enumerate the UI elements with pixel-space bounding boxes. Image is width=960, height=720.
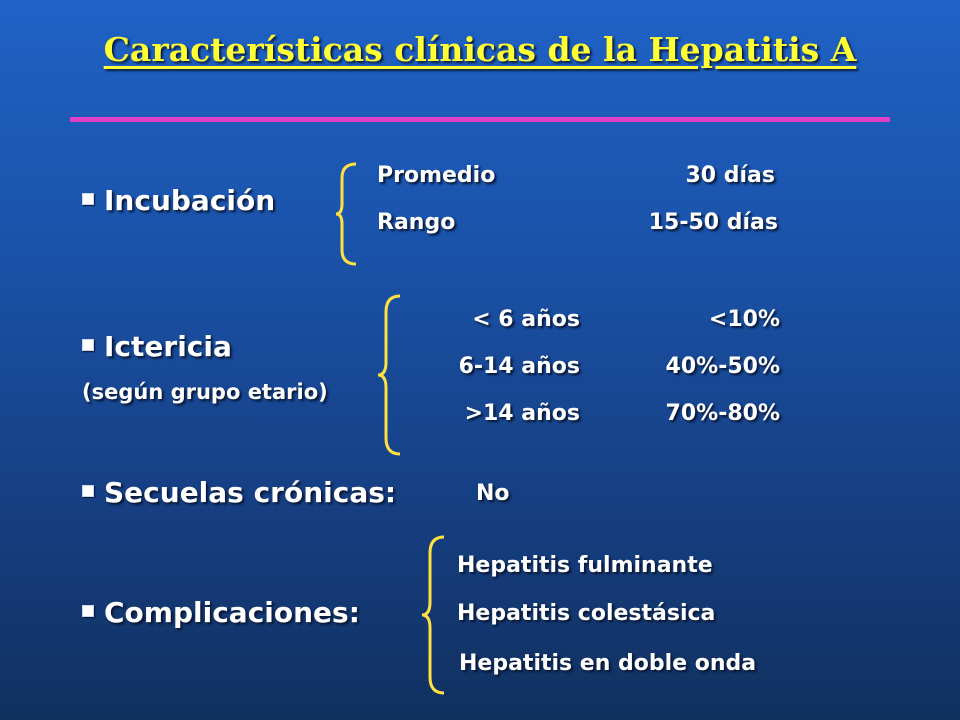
complicaciones-label: Complicaciones: xyxy=(104,596,360,629)
ictericia-label: Ictericia xyxy=(104,330,232,363)
bullet-secuelas xyxy=(82,476,396,509)
complicacion-item-3: Hepatitis en doble onda xyxy=(459,651,757,676)
square-bullet-icon xyxy=(82,193,94,205)
bullet-ictericia xyxy=(82,330,232,363)
curly-brace-icon xyxy=(334,160,364,268)
ictericia-pct-3: 70%-80% xyxy=(665,401,780,426)
title-divider xyxy=(70,117,890,122)
slide-title: Características clínicas de la Hepatitis A xyxy=(103,30,857,69)
square-bullet-icon xyxy=(82,339,94,351)
bullet-complicaciones xyxy=(82,596,360,629)
secuelas-value: No xyxy=(476,481,510,506)
complicacion-item-1: Hepatitis fulminante xyxy=(457,553,713,578)
square-bullet-icon xyxy=(82,485,94,497)
curly-brace-icon xyxy=(420,533,450,697)
ictericia-age-3: >14 años xyxy=(464,401,580,426)
incubacion-promedio-key: Promedio xyxy=(377,163,496,188)
ictericia-age-2: 6-14 años xyxy=(458,354,580,379)
ictericia-age-1: < 6 años xyxy=(472,307,580,332)
ictericia-pct-2: 40%-50% xyxy=(665,354,780,379)
ictericia-note: (según grupo etario) xyxy=(82,380,328,404)
incubacion-rango-value: 15-50 días xyxy=(648,210,778,235)
incubacion-label: Incubación xyxy=(104,184,276,217)
secuelas-label: Secuelas crónicas: xyxy=(104,476,397,509)
complicacion-item-2: Hepatitis colestásica xyxy=(457,601,716,626)
ictericia-pct-1: <10% xyxy=(708,307,780,332)
incubacion-promedio-value: 30 días xyxy=(685,163,775,188)
bullet-incubacion xyxy=(82,184,275,217)
incubacion-rango-key: Rango xyxy=(377,210,456,235)
square-bullet-icon xyxy=(82,605,94,617)
